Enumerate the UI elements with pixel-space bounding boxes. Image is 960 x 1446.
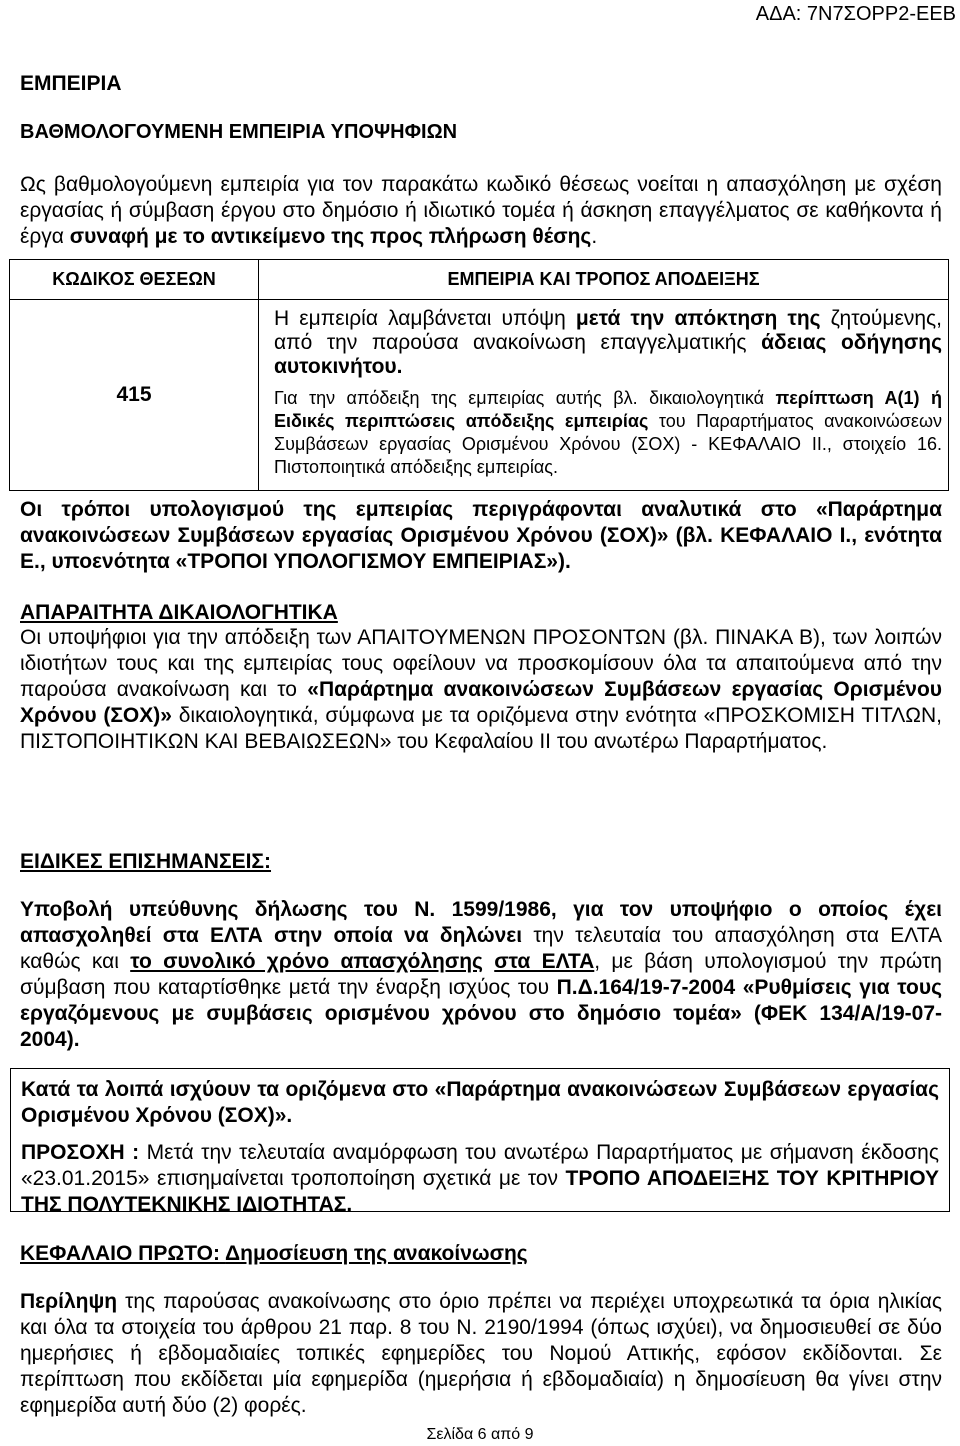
experience-intro <box>20 172 942 250</box>
required-documents-heading: ΑΠΑΡΑΙΤΗΤΑ ΔΙΚΑΙΟΛΟΓΗΤΙΚΑ <box>20 601 338 624</box>
notice-text: Μετά την τελευταία αναμόρφωση του ανωτέρω Παραρτήματος με σήμανση έκδοσης «23.01.2015» επισημαίνεται τροποποίηση σχετικά με τον <box>21 1141 939 1190</box>
special-text-2: , με βάση υπολογισμού την πρώτη σύμβαση που καταρτίσθηκε μετά την έναρξη ισχύος του <box>20 950 942 999</box>
table-header-code: ΚΩΔΙΚΟΣ ΘΕΣΕΩΝ <box>10 260 259 300</box>
chapter-one-text <box>20 1289 942 1419</box>
ada-code: ΑΔΑ: 7Ν7ΣΟΡΡ2-ΕΕΒ <box>755 3 956 25</box>
exp-text-2: ζητούμενης, από την παρούσα ανακοίνωση επαγγελματικής <box>274 307 942 354</box>
table-header-experience: ΕΜΠΕΙΡΙΑ ΚΑΙ ΤΡΟΠΟΣ ΑΠΟΔΕΙΞΗΣ <box>259 260 949 300</box>
proof-bold: περίπτωση Α(1) ή Ειδικές περιπτώσεις απόδειξης εμπειρίας <box>274 388 942 431</box>
notice-box <box>10 1068 950 1216</box>
experience-cell <box>259 300 949 491</box>
subheading-scored-experience: ΒΑΘΜΟΛΟΓΟΥΜΕΝΗ ΕΜΠΕΙΡΙΑ ΥΠΟΨΗΦΙΩΝ <box>20 121 458 143</box>
notice-bold: ΤΡΟΠΟ ΑΠΟΔΕΙΞΗΣ ΤΟΥ ΚΡΙΤΗΡΙΟΥ ΤΗΣ ΠΟΛΥΤΕΚΝΙΚΗΣ ΙΔΙΟΤΗΤΑΣ. <box>21 1167 939 1216</box>
special-elta: στα ΕΛΤΑ <box>494 950 595 973</box>
chapter-one-title: Δημοσίευση της ανακοίνωσης <box>225 1242 528 1265</box>
summary-text: της παρούσας ανακοίνωσης στο όριο πρέπει να περιέχει υποχρεωτικά τα όρια ηλικίας και όλα τα στοιχεία του άρθρου 21 παρ. 8 του Ν. 2190/1994 (όπως ισχύει), να δημοσιευθεί σε δύο ημερήσιες ή εβδομαδιαίες τοπικές εφημερίδες του Νομού Αττικής, εφόσον εκδίδονται. Σε περίπτωση που εκδίδεται μία εφημερίδα (ημερήσια ή εβδομαδιαία) η δημοσίευση θα γίνει στην εφημερίδα αυτή δύο (2) φορές. <box>20 1290 942 1417</box>
notice-paragraph-1: Κατά τα λοιπά ισχύουν τα οριζόμενα στο «Παράρτημα ανακοινώσεων Συμβάσεων εργασίας Ορισμένου Χρόνου (ΣΟΧ)». <box>21 1078 939 1127</box>
notice-paragraph-2 <box>21 1140 939 1218</box>
section-heading-experience: ΕΜΠΕΙΡΙΑ <box>20 72 122 95</box>
required-text-2: δικαιολογητικά, σύμφωνα με τα οριζόμενα στην ενότητα «ΠΡΟΣΚΟΜΙΣΗ ΤΙΤΛΩΝ, ΠΙΣΤΟΠΟΙΗΤΙΚΩΝ ΚΑΙ ΒΕΒΑΙΩΣΕΩΝ» του Κεφαλαίου ΙΙ του ανωτέρω Παραρτήματος. <box>20 704 942 753</box>
position-code: 415 <box>10 300 259 491</box>
special-text: την τελευταία του απασχόληση στα ΕΛΤΑ καθώς και <box>20 924 942 973</box>
exp-bold: μετά την απόκτηση της <box>575 307 821 330</box>
special-notes-text <box>20 897 942 1053</box>
experience-description <box>274 307 942 379</box>
calculation-paragraph: Οι τρόποι υπολογισμού της εμπειρίας περιγράφονται αναλυτικά στο «Παράρτημα ανακοινώσεων Συμβάσεων εργασίας Ορισμένου Χρόνου (ΣΟΧ)» (βλ. ΚΕΦΑΛΑΙΟ Ι., ενότητα Ε., υποενότητα «ΤΡΟΠΟΙ ΥΠΟΛΟΓΙΣΜΟΥ ΕΜΠΕΙΡΙΑΣ»). <box>20 498 942 573</box>
intro-bold: συναφή με το αντικείμενο της προς πλήρωση θέσης <box>69 225 592 248</box>
proof-text: Για την απόδειξη της εμπειρίας αυτής βλ. δικαιολογητικά <box>274 388 765 408</box>
intro-text: Ως βαθμολογούμενη εμπειρία για τον παρακάτω κωδικό θέσεως νοείται η απασχόληση με σχέση εργασίας ή σύμβαση έργου στο δημόσιο ή ιδιωτικό τομέα ή άσκηση επαγγέλματος σε καθήκοντα ή έργα <box>20 173 942 248</box>
special-notes-heading: ΕΙΔΙΚΕΣ ΕΠΙΣΗΜΑΝΣΕΙΣ: <box>20 850 272 873</box>
chapter-one-heading <box>20 1241 528 1267</box>
special-bold-2: Π.Δ.164/19-7-2004 «Ρυθμίσεις για τους εργαζόμενους με συμβάσεις ορισμένου χρόνου στο δημόσιο τομέα» (ΦΕΚ 134/Α/19-07-2004). <box>20 976 942 1051</box>
required-documents-text <box>20 625 942 755</box>
experience-proof <box>274 387 942 479</box>
exp-bold-2: άδειας οδήγησης αυτοκινήτου. <box>274 331 942 378</box>
special-bold-underlined: το συνολικό χρόνο απασχόλησης <box>130 950 483 973</box>
required-text: Οι υποψήφιοι για την απόδειξη των ΑΠΑΙΤΟΥΜΕΝΩΝ ΠΡΟΣΟΝΤΩΝ (βλ. ΠΙΝΑΚΑ Β), των λοιπών ιδιοτήτων τους και της εμπειρίας τους οφείλουν να προσκομίσουν όλα τα απαιτούμενα από την παρούσα ανακοίνωση και το <box>20 626 942 701</box>
required-bold: «Παράρτημα ανακοινώσεων Συμβάσεων εργασίας Ορισμένου Χρόνου (ΣΟΧ)» <box>20 678 943 727</box>
summary-bold: Περίληψη <box>20 1290 118 1313</box>
special-bold: Υποβολή υπεύθυνης δήλωσης του Ν. 1599/1986, για τον υποψήφιο ο οποίος έχει απασχοληθεί στα ΕΛΤΑ στην οποία να δηλώνει <box>20 898 942 947</box>
experience-table <box>9 259 949 491</box>
exp-text: Η εμπειρία λαμβάνεται υπόψη <box>274 307 566 330</box>
intro-end: . <box>591 225 598 248</box>
chapter-one-label: ΚΕΦΑΛΑΙΟ ΠΡΩΤΟ: <box>20 1242 220 1265</box>
page-number: Σελίδα 6 από 9 <box>426 1426 534 1443</box>
notice-attention: ΠΡΟΣΟΧΗ : <box>21 1141 140 1164</box>
proof-text-2: του Παραρτήματος ανακοινώσεων Συμβάσεων εργασίας Ορισμένου Χρόνου (ΣΟΧ) - ΚΕΦΑΛΑΙΟ ΙΙ., στοιχείο 16. Πιστοποιητικά απόδειξης εμπειρίας. <box>274 411 942 477</box>
